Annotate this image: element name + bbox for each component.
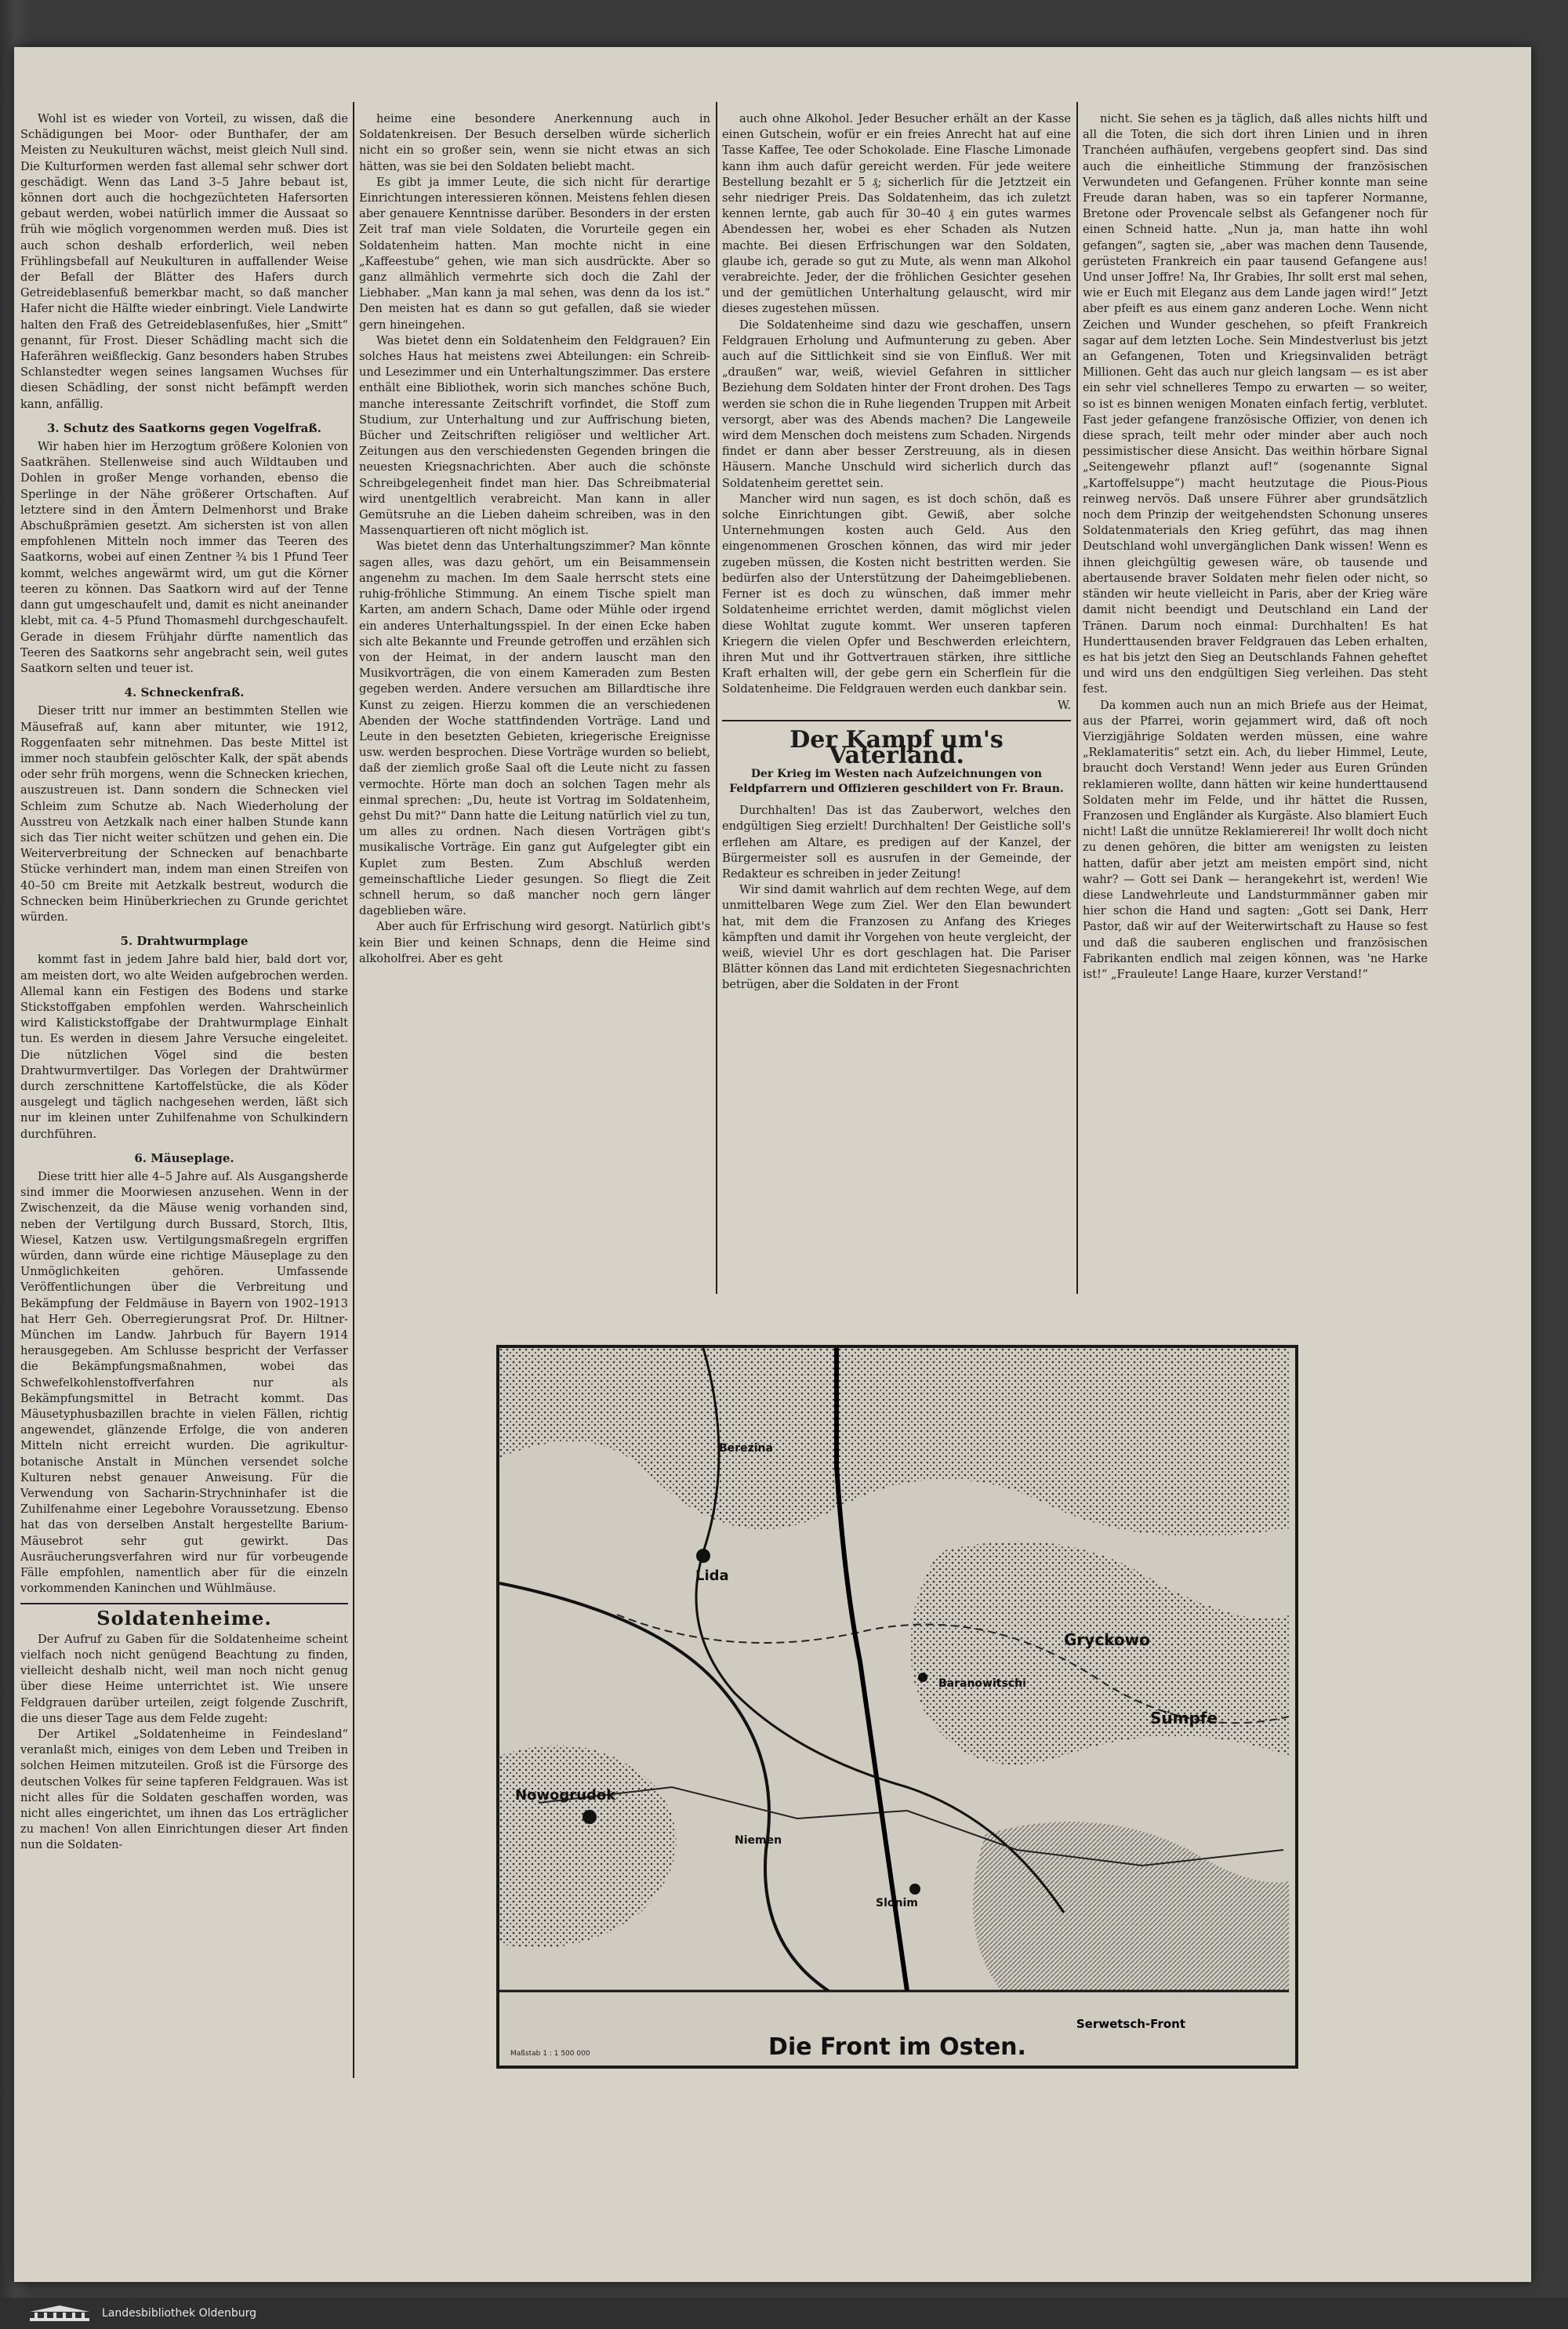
paragraph: Was bietet denn das Unterhaltungszimmer? Man könnte sagen alles, was dazu gehört, um ein Beisammensein angenehm zu machen. Im dem Saale herrscht stets eine ruhig-fröhliche Stimmung. An einem Tische spielt man Karten, am andern Schach, Dame oder Mühle oder irgend ein anderes Unterhaltungsspiel. In der einen Ecke haben sich alte Bekannte und Freunde getroffen und erzählen sich von der Heimat, in der andern lauscht man den Musikvorträgen, die von einem Kameraden zum Besten gegeben werden. Andere versuchen am Billardtische ihre Kunst zu zeigen. Hierzu kommen die an verschiedenen Abenden der Woche stattfindenden Vorträge. Land und Leute in den besetzten Gebieten, kriegerische Ereignisse usw. werden besprochen. Diese Vorträge wurden so beliebt, daß der ziemlich große Saal oft die Leute nicht zu fassen vermochte. Hörte man doch an solchen Tagen mehr als einmal sprechen: „Du, heute ist Vortrag im Soldatenheim, gehst Du mit?“ Dann hatte die Leitung natürlich viel zu tun, um alles zu ordnen. Nach diesen Vorträgen gibt's musikalische Vorträge. Ein ganz gut Aufgelegter gibt ein Kuplet zum Besten. Zum Abschluß werden gemeinschaftliche Lieder gesungen. So fliegt die Zeit schnell herum, so daß mancher noch gern länger dageblieben wäre.: [359, 540, 710, 918]
paragraph: Die Soldatenheime sind dazu wie geschaffen, unsern Feldgrauen Erholung und Aufmunterung zu geben. Aber auch auf die Sittlichkeit sind sie von Einfluß. Wer mit „draußen“ war, weiß, wieviel Gefahren in sittlicher Beziehung dem Soldaten hinter der Front drohen. Des Tags werden sie schon die in Ruhe liegenden Truppen mit Arbeit versorgt, aber was des Abends machen? Die Langeweile wird dem Menschen doch meistens zum Schaden. Nirgends findet er dann aber besser Zerstreuung, als in diesen Häusern. Manche Unschuld wird sicherlich durch das Soldatenheim gerettet sein.: [722, 318, 1071, 490]
section-heading: 3. Schutz des Saatkorns gegen Vogelfraß.: [47, 420, 321, 435]
article-subtitle: Der Krieg im Westen nach Aufzeichnungen von Feldpfarrern und Offizieren geschildert von Fr. Braun.: [729, 768, 1064, 796]
section-heading: 5. Drahtwurmplage: [120, 934, 249, 949]
column-rule-3: [1076, 102, 1078, 1294]
map-legend: Serwetsch-Front: [1076, 2017, 1185, 2031]
front-map: [496, 1345, 1298, 2069]
paragraph: Der Artikel „Soldatenheime in Feindesland“ veranlaßt mich, einiges von dem Leben und Treiben in solchen Heimen mitzuteilen. Groß ist die Fürsorge des deutschen Volkes für seine tapferen Feldgrauen. Was ist nicht alles für die Soldaten geschaffen worden, was nicht alles eingerichtet, um ihnen das Los erträglicher zu machen! Von allen Einrichtungen dieser Art finden nun die Soldaten-: [20, 1727, 348, 1852]
column-rule-1: [353, 102, 354, 2078]
column-rule-2: [716, 102, 717, 1294]
divider: [20, 1603, 348, 1604]
paragraph: Dieser tritt nur immer an bestimmten Stellen wie Mäusefraß auf, kann aber mitunter, wie 1912, Roggenfaaten sehr mitnehmen. Das beste Mittel ist immer noch staubfein gelöschter Kalk, der spät abends oder sehr früh morgens, wenn die Schnecken kriechen, auszustreuen ist. Dann sondern die Schnecken viel Schleim zum Schutze ab. Nach Wiederholung der Ausstreu von Aetzkalk nach einer halben Stunde kann sich das Tier nicht weiter schützen und gehen ein. Die Weiterverbreitung der Schnecken auf benachbarte Stücke verhindert man, indem man einen Streifen von 40–50 cm Breite mit Aetzkalk bestreut, wodurch die Schnecken beim Hinüberkriechen zu Grunde gerichtet würden.: [20, 704, 348, 924]
map-drawing: [499, 1348, 1289, 2059]
paragraph: kommt fast in jedem Jahre bald hier, bald dort vor, am meisten dort, wo alte Weiden aufgebrochen werden. Allemal kann ein Festigen des Bodens und starke Stickstoffgaben empfohlen werden. Wahrscheinlich wird Kalistickstoffgabe der Drahtwurmplage Einhalt tun. Es werden in diesem Jahre Versuche eingeleitet. Die nützlichen Vögel sind die besten Drahtwurmvertilger. Das Vorlegen der Drahtwürmer durch zerschnittene Kartoffelstücke, die als Köder ausgelegt und täglich nachgesehen werden, läßt sich nur im kleinen unter Zuhilfenahme von Schulkindern durchführen.: [20, 953, 348, 1141]
column-3: [722, 111, 1071, 994]
map-label-nowogrudok: Nowogrudok: [515, 1787, 616, 1804]
map-scale: Maßstab 1 : 1 500 000: [510, 2050, 590, 2058]
paragraph: Aber auch für Erfrischung wird gesorgt. Natürlich gibt's kein Bier und keinen Schnaps, denn die Heime sind alkoholfrei. Aber es geht: [359, 920, 710, 965]
map-label-sumpfe: Sümpfe: [1150, 1709, 1218, 1728]
paragraph: auch ohne Alkohol. Jeder Besucher erhält an der Kasse einen Gutschein, wofür er ein freies Anrecht hat auf eine Tasse Kaffee, Tee oder Schokolade. Eine Flasche Limonade kann ihm auch dafür gereicht werden. Für jede weitere Bestellung bezahlt er 5 ₰; sicherlich für die Jetztzeit ein sehr niedriger Preis. Das Soldatenheim, das ich zuletzt kennen lernte, gab auch für 30–40 ₰ ein gutes warmes Abendessen her, wobei es eher Schaden als Nutzen machte. Bei diesen Erfrischungen war den Soldaten, glaube ich, gerade so gut zu Mute, als wenn man Alkohol verabreichte. Jeder, der die fröhlichen Gesichter gesehen und der gemütlichen Unterhaltung gelauscht, wird mir dieses zugestehen müssen.: [722, 112, 1071, 316]
map-label-slonim: Slonim: [876, 1897, 918, 1909]
paragraph: Da kommen auch nun an mich Briefe aus der Heimat, aus der Pfarrei, worin gejammert wird, daß oft noch Vierzigjährige Soldaten werden müssen, eine wahre „Reklamateritis“ setzt ein. Ach, du lieber Himmel, Leute, braucht doch Verstand! Wenn jeder aus Euren Gründen reklamieren wollte, dann hätten wir keine hunderttausend Soldaten mehr im Felde, und ihr hättet die Russen, Franzosen und Engländer als Kurgäste. Also blamiert Euch nicht! Laßt die unnütze Reklamiererei! Ihr wollt doch nicht zu denen gehören, die bitter am wenigsten zu leisten hatten, dafür aber jetzt am meisten empört sind, nicht wahr? — Gott sei Dank — herangekehrt ist, werden! Wie diese Landwehrleute und Landsturmmänner gaben mir hier schon die Hand und sagten: „Gott sei Dank, Herr Pastor, daß wir auf der Weiterwirtschaft zu Hause so fest und daß die sauberen englischen und französischen Fabrikanten endlich mal zeigen können, was 'ne Harke ist!“ „Frauleute! Lange Haare, kurzer Verstand!“: [1083, 698, 1428, 981]
paragraph: heime eine besondere Anerkennung auch in Soldatenkreisen. Der Besuch derselben würde sicherlich nicht ein so großer sein, wenn sie nicht etwas an sich hätten, was sie bei den Soldaten beliebt macht.: [359, 112, 710, 173]
map-label-berezina: Berezina: [719, 1442, 773, 1455]
map-label-lida: Lida: [695, 1568, 729, 1584]
library-building-icon: [28, 2304, 91, 2323]
map-label-baranowitschi: Baranowitschi: [938, 1677, 1026, 1690]
paragraph: Wohl ist es wieder von Vorteil, zu wissen, daß die Schädigungen bei Moor- oder Bunthafer, der am Meisten zu Neukulturen wächst, meist gleich Null sind. Die Kulturformen werden fast allemal sehr schwer dort geschädigt. Wenn das Land 3–5 Jahre bebaut ist, können dort auch die hochgezüchteten Hafersorten gebaut werden, wobei natürlich immer die Aussaat so früh wie möglich vorgenommen werden muß. Dies ist auch schon deshalb erforderlich, weil neben Frühlingsbefall auf Neukulturen in auffallender Weise der Befall der Blätter des Hafers durch Getreideblasenfuß bemerkbar macht, so daß mancher Hafer nicht die Hälfte wieder einbringt. Viele Landwirte halten den Fraß des Getreideblasenfußes, hier „Smitt“ genannt, für Frost. Dieser Schädling macht sich die Haferähren weißfleckig. Ganz besonders haben Strubes Schlanstedter wegen seines langsamen Wuchses für diesen Schädling, der sonst nicht befämpft werden kann, anfällig.: [20, 112, 348, 411]
column-4: [1083, 111, 1428, 983]
paragraph: Wir haben hier im Herzogtum größere Kolonien von Saatkrähen. Stellenweise sind auch Wildtauben und Dohlen in großer Menge vorhanden, ebenso die Sperlinge in der Nähe größerer Ortschaften. Auf letztere sind in den Ämtern Delmenhorst und Brake Abschußprämien gesetzt. Am sichersten ist von allen empfohlenen Mitteln noch immer das Teeren des Saatkorns, wobei auf einen Zentner ¾ bis 1 Pfund Teer kommt, welches angewärmt wird, um gut die Körner teeren zu können. Das Saatkorn wird auf der Tenne dann gut umgeschaufelt und, damit es nicht aneinander klebt, mit ca. 4–5 Pfund Thomasmehl durchgeschaufelt. Gerade in diesem Frühjahr dürfte namentlich das Teeren des Saatkorns sehr angebracht sein, weil gutes Saatkorn selten und teuer ist.: [20, 440, 348, 675]
signature: W.: [1057, 698, 1071, 712]
map-label-niemen: Niemen: [735, 1834, 782, 1847]
section-heading: 4. Schneckenfraß.: [124, 685, 245, 700]
library-name: Landesbibliothek Oldenburg: [102, 2307, 257, 2320]
section-heading: 6. Mäuseplage.: [134, 1150, 234, 1165]
column-2: [359, 111, 710, 967]
paragraph: Mancher wird nun sagen, es ist doch schön, daß es solche Einrichtungen gibt. Gewiß, aber solche Unternehmungen kosten auch Geld. Aus den eingenommenen Groschen können, das wird mir jeder zugeben müssen, die Kosten nicht bestritten werden. Sie bedürfen also der Unterstützung der Daheimgebliebenen. Ferner ist es doch zu wünschen, daß immer mehr Soldatenheime errichtet werden, damit möglichst vielen diese Wohltat zugute kommt. Wer unseren tapferen Kriegern die vielen Opfer und Beschwerden erleichtern, ihren Mut und ihr Gottvertrauen stärken, ihre sittliche Kraft erhalten will, der gebe gern ein Scherflein für die Soldatenheime. Die Feldgrauen werden euch dankbar sein.: [722, 492, 1071, 696]
map-title: Die Front im Osten.: [768, 2033, 1026, 2061]
paragraph: Wir sind damit wahrlich auf dem rechten Wege, auf dem unmittelbaren Wege zum Ziel. Wer den Elan bewundert hat, mit dem die Franzosen zu Anfang des Krieges kämpften und damit ihr Vorgehen von heute vergleicht, der weiß, wieviel Uhr es dort geschlagen hat. Die Pariser Blätter können das Land mit erdichteten Siegesnachrichten betrügen, aber die Soldaten in der Front: [722, 883, 1071, 992]
paragraph: Es gibt ja immer Leute, die sich nicht für derartige Einrichtungen interessieren können. Meistens fehlen diesen aber genauere Kenntnisse darüber. Besonders in der ersten Zeit traf man viele Soldaten, die Vorurteile gegen ein Soldatenheim hatten. Man mochte nicht in eine „Kaffeestube“ gehen, wie man sich ausdrückte. Aber so ganz allmählich vermehrte sich doch die Zahl der Liebhaber. „Man kann ja mal sehen, was denn da los ist.“ Den meisten hat es dann so gut gefallen, daß sie wieder gern hineingehen.: [359, 175, 710, 332]
paragraph: Durchhalten! Das ist das Zauberwort, welches den endgültigen Sieg erzielt! Durchhalten! Der Geistliche soll's erflehen am Altare, es predigen auf der Kanzel, der Bürgermeister soll es ausrufen in der Gemeinde, der Redakteur es schreiben in jeder Zeitung!: [722, 804, 1071, 881]
paragraph: Der Aufruf zu Gaben für die Soldatenheime scheint vielfach noch nicht genügend Beachtung zu finden, vielleicht deshalb nicht, weil man noch nicht genug über diese Heime unterrichtet ist. Wie unsere Feldgrauen darüber urteilen, zeigt folgende Zuschrift, die uns dieser Tage aus dem Felde zugeht:: [20, 1632, 348, 1725]
divider: [722, 720, 1071, 721]
footer-bar: [0, 2298, 1568, 2329]
column-1: [20, 111, 348, 1854]
article-title-kampf: Der Kampf um's Vaterland.: [789, 725, 1004, 769]
paragraph: Diese tritt hier alle 4–5 Jahre auf. Als Ausgangsherde sind immer die Moorwiesen anzusehen. Wenn in der Zwischenzeit, da die Mäuse wenig vorhanden sind, neben der Vertilgung durch Bussard, Storch, Iltis, Wiesel, Katzen usw. Vertilgungsmaßregeln ergriffen würden, dann würde eine richtige Mäuseplage zu den Unmöglichkeiten gehören. Umfassende Veröffentlichungen über die Verbreitung und Bekämpfung der Feldmäuse in Bayern von 1902–1913 hat Herr Geh. Oberregierungsrat Prof. Dr. Hiltner-München im Landw. Jahrbuch für Bayern 1914 herausgegeben. Am Schlusse bespricht der Verfasser die Bekämpfungsmaßnahmen, wobei das Schwefelkohlenstoffverfahren nur als Bekämpfungsmittel in Betracht kommt. Das Mäusetyphusbazillen brachte in vielen Fällen, richtig angewendet, glänzende Erfolge, die von anderen Mitteln nicht erreicht wurden. Die agrikultur-botanische Anstalt in München versendet solche Kulturen nebst genauer Anweisung. Für die Verwendung von Sacharin-Strychninhafer ist die Zuhilfenahme einer Legebohre Voraussetzung. Ebenso hat das von derselben Anstalt hergestellte Barium-Mäusebrot sehr gut gewirkt. Das Ausräucherungsverfahren wird nur für vorbeugende Fälle empfohlen, namentlich aber für die einzeln vorkommenden Kaninchen und Wühlmäuse.: [20, 1170, 348, 1596]
map-label-gryckowo: Gryckowo: [1064, 1630, 1150, 1649]
newspaper-page: [14, 47, 1531, 2282]
paragraph: Was bietet denn ein Soldatenheim den Feldgrauen? Ein solches Haus hat meistens zwei Abteilungen: ein Schreib- und Lesezimmer und ein Unterhaltungszimmer. Das erstere enthält eine Bibliothek, worin sich manches schöne Buch, manche interessante Zeitschrift vorfindet, die Stoff zum Studium, zur Unterhaltung und zur Auffrischung bieten, Bücher und Zeitschriften religiöser und weltlicher Art. Zeitungen aus den verschiedensten Gegenden bringen die neuesten Kriegsnachrichten. Aber auch die schönste Schreibgelegenheit findet man hier. Das Schreibmaterial wird unentgeltlich verabreicht. Man kann in aller Gemütsruhe an die Lieben daheim schreiben, was in den Massenquartieren oft nicht möglich ist.: [359, 333, 710, 538]
paragraph: nicht. Sie sehen es ja täglich, daß alles nichts hilft und all die Toten, die sich dort ihren Linien und in ihren Tranchéen aufhäufen, vergebens geopfert sind. Das sind auch die einheitliche Stimmung der französischen Verwundeten und Gefangenen. Früher konnte man seine Freude daran haben, was so ein tapferer Normanne, Bretone oder Provencale selbst als Gefangener noch für einen Schneid hatte. „Nun ja, man hatte ihn wohl gefangen“, sagten sie, „aber was machen denn Tausende, gerüsteten Frankreich ein paar tausend Gefangene aus! Und unser Joffre! Na, Ihr Grabies, Ihr sollt erst mal sehen, wie er Euch mit Eleganz aus dem Lande jagen wird!“ Jetzt aber pfeift es aus einem ganz anderen Loche. Wenn nicht Zeichen und Wunder geschehen, so pfeift Frankreich sagar auf dem letzten Loche. Sein Mindestverlust bis jetzt an Gefangenen, Toten und Kriegsinvaliden beträgt Millionen. Geht das auch nur gleich langsam — es ist aber ein sehr viel schnelleres Tempo zu erwarten — so weiter, so ist es binnen wenigen Monaten einfach fertig, verblutet. Fast jeder gefangene französische Offizier, von denen ich diese sprach, teilt mehr oder minder aber auch noch pessimistischer diese Ansicht. Das weithin hörbare Signal „Seitengewehr pflanzt auf!“ (sogenannte Signal „Kartoffelsuppe“) macht heutzutage die Pious-Pious reinweg nervös. Daß unsere Führer aber grundsätzlich noch dem Prinzip der weitgehendsten Schonung unseres Soldatenmaterials den Krieg geführt, das mag ihnen Deutschland wohl unvergänglichen Dank wissen! Wenn es ihnen gleichgültig gewesen wäre, ob tausende und abertausende braver Soldaten mehr fielen oder nicht, so ständen wir heute vielleicht in Paris, aber der Krieg wäre damit nicht beendigt und Deutschland ein Land der Tränen. Darum noch einmal: Durchhalten! Es hat Hunderttausenden braver Feldgrauen das Leben erhalten, es hat bis jetzt den Sieg an Deutschlands Fahnen geheftet und wird uns den endgültigen Sieg verleihen. Das steht fest.: [1083, 112, 1428, 696]
article-title-soldatenheime: Soldatenheime.: [96, 1607, 272, 1630]
